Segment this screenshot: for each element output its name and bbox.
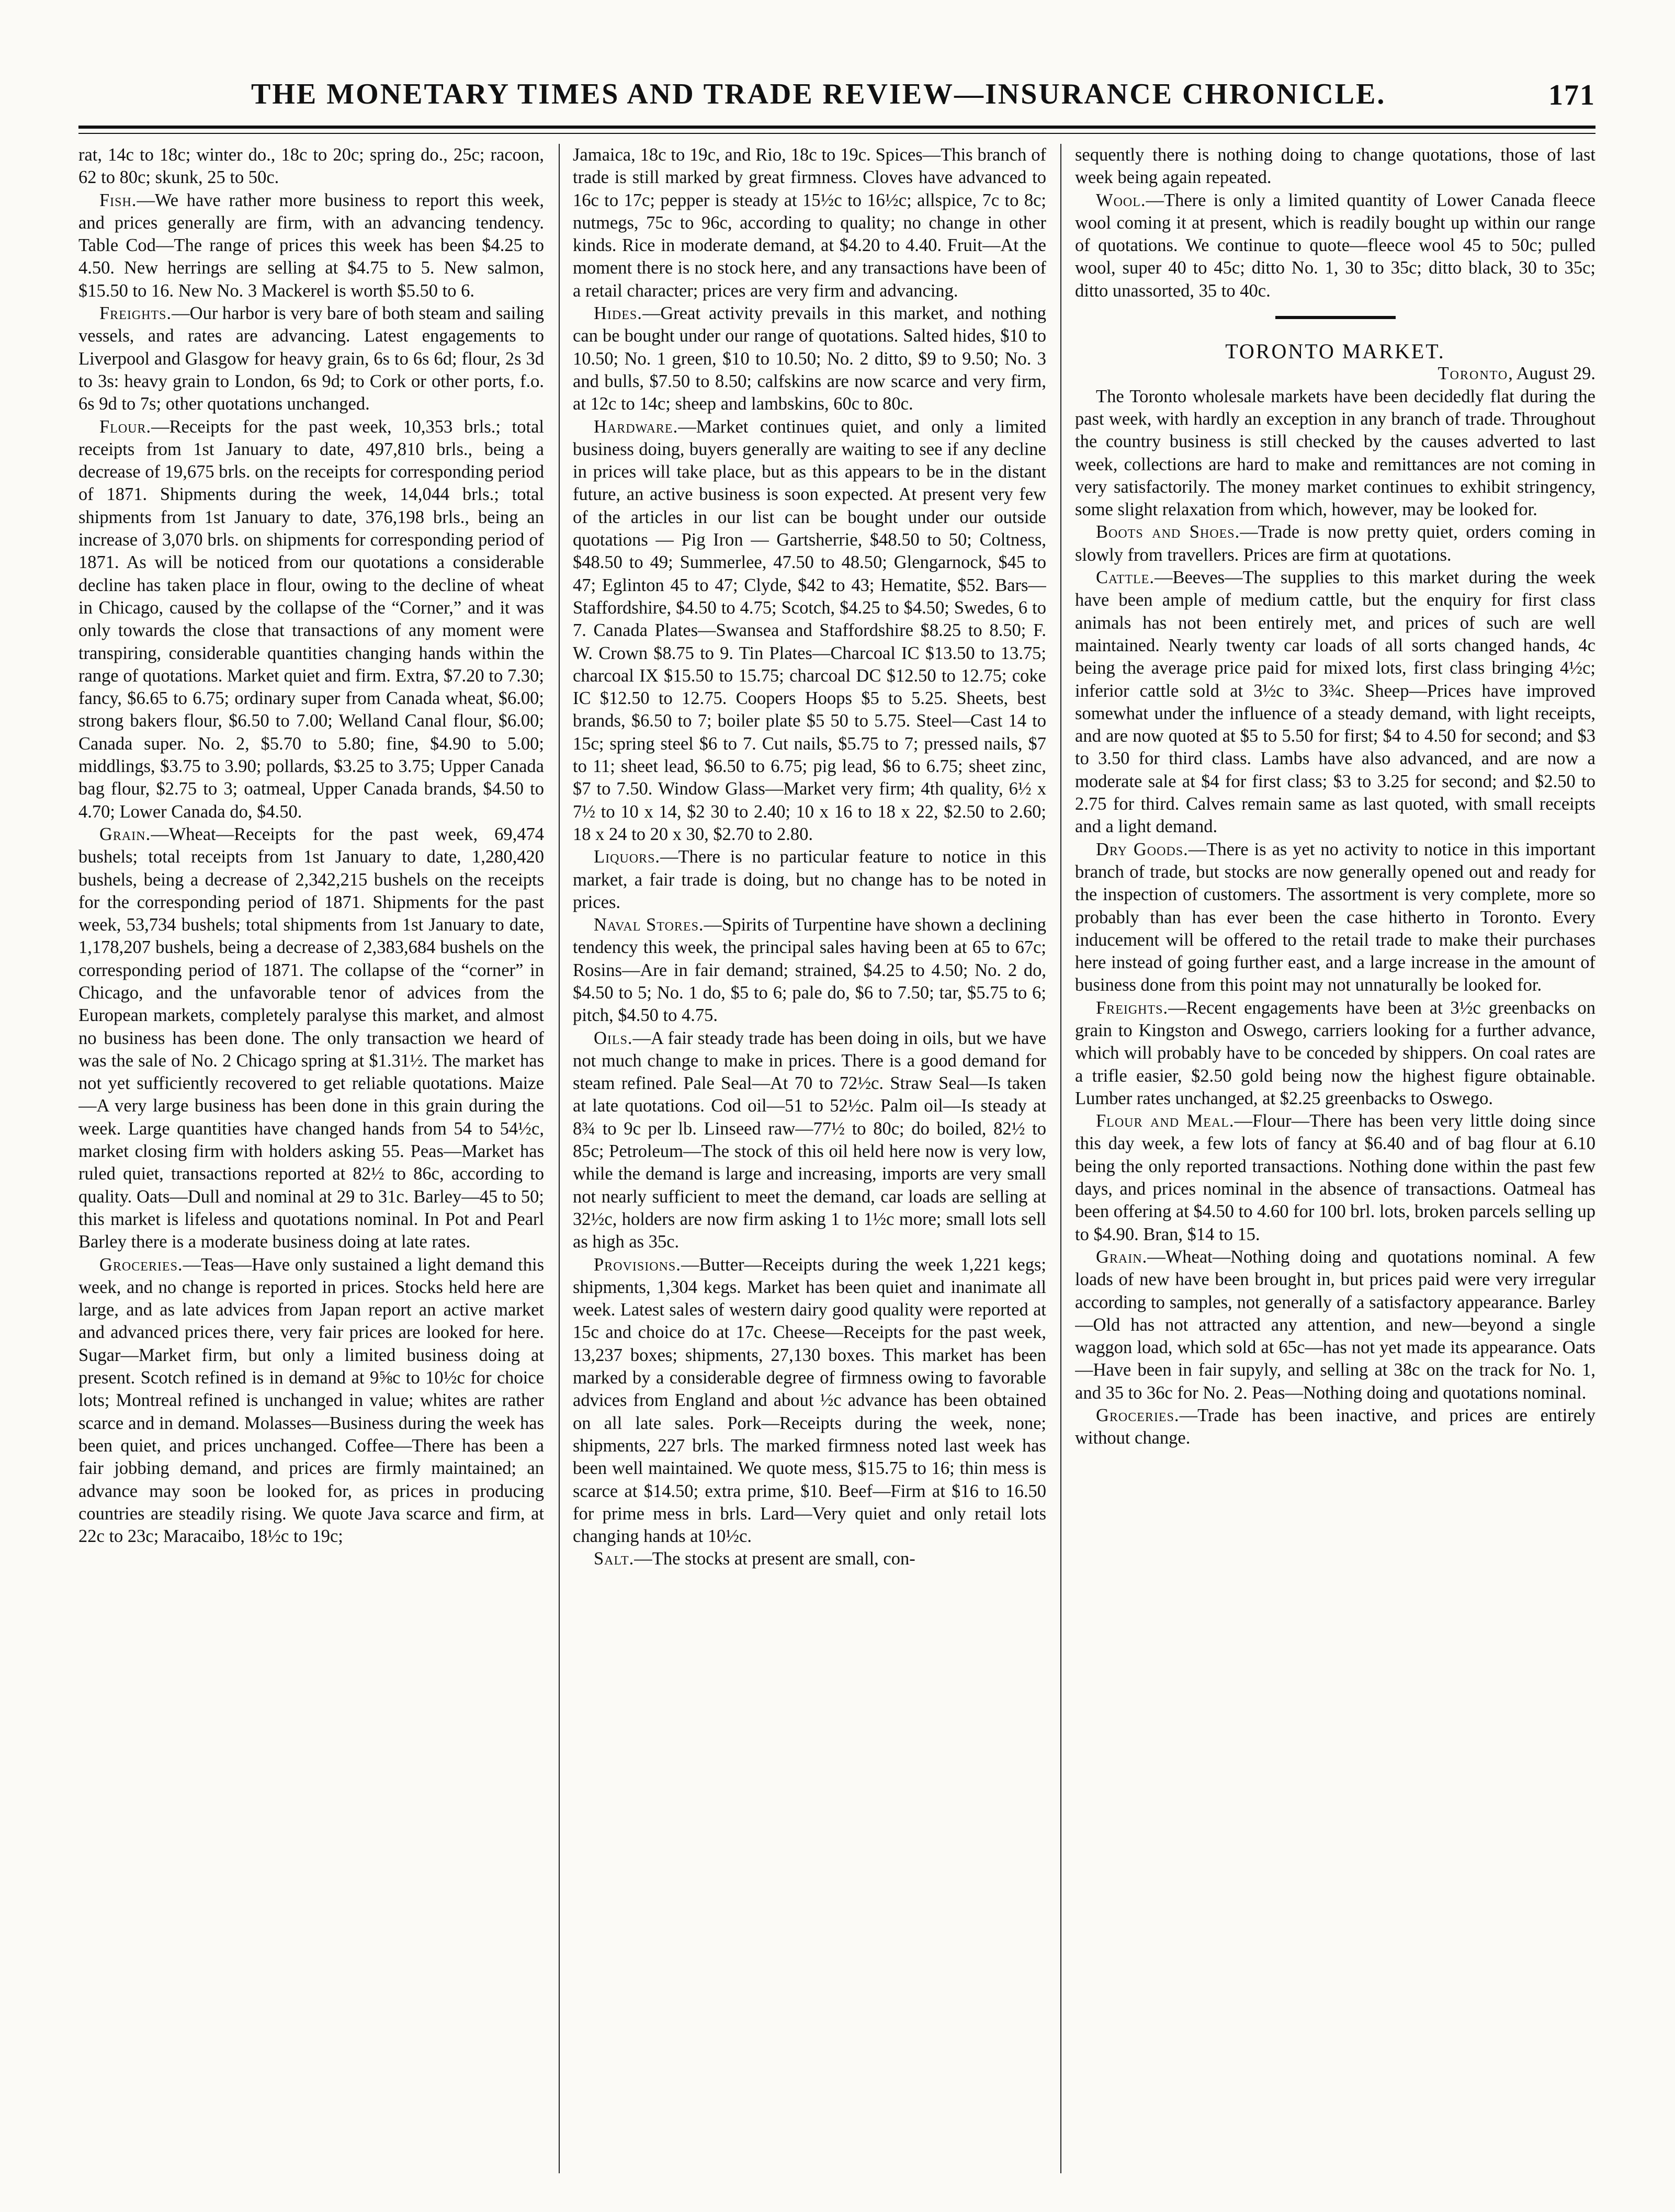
article-paragraph [573, 1027, 1046, 1254]
paragraph-lead: Groceries. [99, 1254, 183, 1275]
paragraph-text: —Beeves—The supplies to this market during the week have been ample of medium cattle, but the enquiry for first class animals has not been entirely met, and prices of such are well maintained. Nearly twenty car loads of all sorts changed hands, 4c being the average price paid for mixed lots, first class bringing 4½c; inferior cattle sold at 3½c to 3¾c. Sheep—Prices have improved somewhat under the influence of a steady demand, with light receipts, and are now quoted at $5 to 5.50 for first; $4 to 4.50 for second; and $3 to 3.50 for third class. Lambs have also advanced, and are now a moderate sale at $4 for first class; $3 to 3.25 for second; and $2.50 to 2.75 for third. Calves remain same as last quoted, with small receipts and a light demand. [1075, 568, 1595, 837]
paragraph-lead: Wool. [1096, 190, 1146, 210]
paragraph-text: Jamaica, 18c to 19c, and Rio, 18c to 19c. Spices—This branch of trade is still marked by great firmness. Cloves have advanced to 16c to 17c; pepper is steady at 15½c to 16½c; allspice, 7c to 8c; nutmegs, 75c to 96c, according to quality; no change in other kinds. Rice in moderate demand, at $4.20 to 4.40. Fruit—At the moment there is no stock here, and any transactions have been of a retail character; prices are very firm and advancing. [573, 145, 1046, 301]
paragraph-text: —Wheat—Receipts for the past week, 69,474 bushels; total receipts from 1st January to date, 1,280,420 bushels, being a decrease of 2,342,215 bushels on the receipts for the corresponding period of 1871. Shipments for the past week, 53,734 bushels; total shipments from 1st January to date, 1,178,207 bushels, being a decrease of 2,383,684 bushels on the corresponding period of 1871. The collapse of the “corner” in Chicago, and the unfavorable tenor of advices from the European markets, completely paralyse this market, and almost no business has been done. The only transaction we heard of was the sale of No. 2 Chicago spring at $1.31½. The market has not yet sufficiently recovered to get reliable quotations. Maize—A very large business has been done in this grain during the week. Large quantities have changed hands from 54 to 54½c, market closing firm with holders asking 55. Peas—Market has ruled quiet, transactions reported at 82½ to 86c, according to quality. Oats—Dull and nominal at 29 to 31c. Barley—45 to 50; this market is lifeless and quotations nominal. In Pot and Pearl Barley there is a moderate business doing at late rates. [78, 824, 544, 1252]
article-paragraph [573, 1254, 1046, 1548]
section-heading: TORONTO MARKET. [1225, 339, 1445, 364]
toronto-market-report [1075, 385, 1595, 1450]
paragraph-lead: Dry Goods. [1096, 839, 1189, 859]
paragraph-lead: Liquors. [594, 847, 661, 867]
article-paragraph [1075, 521, 1595, 566]
article-paragraph [78, 302, 544, 415]
paragraph-text: —Market continues quiet, and only a limited business doing, buyers generally are waiting to see if any decline in prices will take place, but as this appears to be in the distant future, an active business is soon expected. At present very few of the articles in our list can be bought under our outside quotations — Pig Iron — Gartsherrie, $48.50 to 50; Coltness, $48.50 to 49; Summerlee, 47.50 to 48.50; Glengarnock, $45 to 47; Eglinton 45 to 47; Clyde, $42 to 43; Hematite, $52. Bars—Staffordshire, $4.50 to 4.75; Scotch, $4.25 to $4.50; Swedes, 6 to 7. Canada Plates—Swansea and Staffordshire $8.25 to 8.50; F. W. Crown $8.75 to 9. Tin Plates—Charcoal IC $13.50 to 13.75; charcoal IX $15.50 to 15.75; charcoal DC $12.50 to 12.75; coke IC $12.50 to 12.75. Coopers Hoops $5 to 5.25. Sheets, best brands, $6.50 to 7; boiler plate $5 50 to 5.75. Steel—Cast 14 to 15c; spring steel $6 to 7. Cut nails, $5.75 to 7; pressed nails, $7 to 11; sheet lead, $6.50 to 6.75; pig lead, $6 to 6.75; sheet zinc, $7 to 7.50. Window Glass—Market very firm; 4th quality, 6½ x 7½ to 10 x 14, $2 30 to 2.40; 10 x 16 to 18 x 22, $2.50 to 2.60; 18 x 24 to 20 x 30, $2.70 to 2.80. [573, 416, 1046, 844]
column-3-intro [1075, 144, 1595, 302]
paragraph-text: sequently there is nothing doing to change quotations, those of last week being again repeated. [1075, 145, 1595, 188]
article-paragraph [78, 189, 544, 302]
paragraph-lead: Salt. [594, 1549, 635, 1569]
article-paragraph [78, 1254, 544, 1548]
article-paragraph [573, 914, 1046, 1027]
dateline-date: , August 29. [1508, 364, 1595, 384]
article-paragraph [78, 823, 544, 1254]
article-paragraph [1075, 1246, 1595, 1404]
paragraph-lead: Boots and Shoes. [1096, 522, 1240, 542]
paragraph-text: —Great activity prevails in this market, and nothing can be bought under our range of quotations. Salted hides, $10 to 10.50; No. 1 green, $10 to 10.50; No. 2 ditto, $9 to 9.50; No. 3 and bulls, $7.50 to 8.50; calfskins are now scarce and very firm, at 12c to 14c; sheep and lambskins, 60c to 80c. [573, 303, 1046, 414]
paragraph-text: rat, 14c to 18c; winter do., 18c to 20c; spring do., 25c; racoon, 62 to 80c; skunk, 25 to 50c. [78, 145, 544, 188]
article-paragraph [1075, 838, 1595, 997]
article-paragraph [1075, 997, 1595, 1110]
header-rule [78, 126, 1595, 129]
text-columns [78, 144, 1595, 2173]
article-paragraph [1075, 1110, 1595, 1246]
article-paragraph [573, 846, 1046, 914]
column-2 [573, 144, 1046, 2173]
article-paragraph [1075, 144, 1595, 189]
paragraph-text: —Spirits of Turpentine have shown a declining tendency this week, the principal sales having been at 65 to 67c; Rosins—Are in fair demand; strained, $4.25 to 4.50; No. 2 do, $4.50 to 5; No. 1 do, $5 to 6; pale do, $6 to 7.50; tar, $5.75 to 6; pitch, $4.50 to 4.75. [573, 915, 1046, 1026]
paragraph-lead: Flour and Meal. [1096, 1111, 1235, 1131]
paragraph-text: —Teas—Have only sustained a light demand this week, and no change is reported in prices. Stocks held here are large, and as late advices from Japan report an active market and advanced prices there, very fair prices are looked for here. Sugar—Market firm, but only a limited business doing at present. Scotch refined is in demand at 9⅝c to 10½c for choice lots; Montreal refined is unchanged in value; whites are rather scarce and in demand. Molasses—Business during the week has been quiet, and prices unchanged. Coffee—There has been a fair jobbing demand, and prices are firmly maintained; an advance may soon be looked for, as prices in producing countries are steadily rising. We quote Java scarce and firm, at 22c to 23c; Maracaibo, 18½c to 19c; [78, 1254, 544, 1547]
article-paragraph [1075, 566, 1595, 838]
masthead-title: THE MONETARY TIMES AND TRADE REVIEW—INSURANCE CHRONICLE. [251, 78, 1386, 110]
article-paragraph [573, 144, 1046, 302]
paragraph-text: —We have rather more business to report this week, and prices generally are firm, with an advancing tendency. Table Cod—The range of prices this week has been $4.25 to 4.50. New herrings are selling at $4.75 to 5. New salmon, $15.50 to 16. New No. 3 Mackerel is worth $5.50 to 6. [78, 190, 544, 301]
paragraph-lead: Flour. [99, 416, 152, 437]
paragraph-lead: Freights. [1096, 997, 1169, 1018]
paragraph-text: —The stocks at present are small, con- [634, 1549, 915, 1569]
paragraph-lead: Provisions. [594, 1254, 681, 1275]
article-paragraph [573, 302, 1046, 415]
column-3 [1075, 144, 1595, 2173]
paragraph-lead: Hides. [594, 303, 642, 324]
dateline [1075, 362, 1595, 385]
paragraph-lead: Grain. [99, 824, 151, 844]
paragraph-text: —Wheat—Nothing doing and quotations nominal. A few loads of new have been brought in, but prices paid were very irregular according to samples, not generally of a satisfactory appearance. Barley—Old has not attracted any attention, and new—beyond a single waggon load, which sold at 65c—has not yet made its appearance. Oats—Have been in fair supyly, and selling at 38c on the track for No. 1, and 35 to 36c for No. 2. Peas—Nothing doing and quotations nominal. [1075, 1246, 1595, 1403]
paragraph-lead: Freights. [99, 303, 172, 324]
article-paragraph [1075, 385, 1595, 521]
paragraph-lead: Grain. [1096, 1246, 1148, 1267]
paragraph-lead: Cattle. [1096, 568, 1155, 588]
dateline-place: Toronto [1438, 364, 1509, 384]
article-paragraph [573, 416, 1046, 846]
paragraph-text: —A fair steady trade has been doing in oils, but we have not much change to make in prices. There is a good demand for steam refined. Pale Seal—At 70 to 72½c. Straw Seal—Is taken at late quotations. Cod oil—51 to 52½c. Palm oil—Is steady at 8¾ to 9c per lb. Linseed raw—77½ to 80c; do boiled, 82½ to 85c; Petroleum—The stock of this oil held here now is very low, while the demand is large and increasing, imports are very small not nearly sufficient to meet the demand, car loads are selling at 32½c, holders are now firm asking 1 to 1½c more; small lots sell as high as 35c. [573, 1028, 1046, 1252]
paragraph-text: —There is only a limited quantity of Lower Canada fleece wool coming it at present, which is readily bought up within our range of quotations. We continue to quote—fleece wool 45 to 50c; pulled wool, super 40 to 45c; ditto No. 1, 30 to 35c; ditto black, 30 to 35c; ditto unassorted, 35 to 40c. [1075, 190, 1595, 301]
section-divider [1275, 316, 1396, 319]
paragraph-text: —There is as yet no activity to notice in this important branch of trade, but stocks are now generally opened out and ready for the inspection of customers. The assortment is very complete, more so probably than has ever been the case hitherto in Toronto. Every inducement will be offered to the retail trade to make their purchases here instead of going further east, and a large increase in the amount of business done from this point may not unnaturally be looked for. [1075, 839, 1595, 995]
paragraph-lead: Oils. [594, 1028, 633, 1048]
paragraph-text: —Recent engagements have been at 3½c greenbacks on grain to Kingston and Oswego, carriers looking for a further advance, which will probably have to be conceded by shippers. On coal rates are a trifle easier, $2.50 gold being now the highest figure obtainable. Lumber rates unchanged, at $2.25 greenbacks to Oswego. [1075, 997, 1595, 1108]
paragraph-lead: Hardware. [594, 416, 678, 437]
paragraph-lead: Naval Stores. [594, 915, 704, 935]
article-paragraph [1075, 189, 1595, 302]
paragraph-text: —Butter—Receipts during the week 1,221 kegs; shipments, 1,304 kegs. Market has been quiet and inanimate all week. Latest sales of western dairy good quality were reported at 15c and choice do at 17c. Cheese—Receipts for the past week, 13,237 boxes; shipments, 27,130 boxes. This market has been marked by a considerable degree of firmness owing to favorable advices from England and about ½c advance has been obtained on all late sales. Pork—Receipts during the week, none; shipments, 227 brls. The marked firmness noted last week has been well maintained. We quote mess, $15.75 to 16; thin mess is scarce at $14.50; extra prime, $10. Beef—Firm at $16 to 16.50 for prime mess in brls. Lard—Very quiet and only retail lots changing hands at 10½c. [573, 1254, 1046, 1547]
paragraph-text: —Receipts for the past week, 10,353 brls.; total receipts from 1st January to date, 497,810 brls., being a decrease of 19,675 brls. on the receipts for corresponding period of 1871. Shipments during the week, 14,044 brls.; total shipments from 1st January to date, 376,198 brls., being an increase of 3,070 brls. on shipments for corresponding period of 1871. As will be noticed from our quotations a considerable decline has taken place in flour, owing to the decline of wheat in Chicago, caused by the collapse of the “Corner,” and it was only towards the close that transactions of any moment were transpiring, considerable quantities changing hands within the range of quotations. Market quiet and firm. Extra, $7.20 to 7.30; fancy, $6.65 to 6.75; ordinary super from Canada wheat, $6.00; strong bakers flour, $6.50 to 7.00; Welland Canal flour, $6.00; Canada super. No. 2, $5.70 to 5.80; fine, $4.90 to 5.00; middlings, $3.75 to 3.90; pollards, $3.25 to 3.75; Upper Canada bag flour, $2.75 to 3; oatmeal, Upper Canada brands, $4.50 to 4.70; Lower Canada do, $4.50. [78, 416, 544, 822]
page-number: 171 [1548, 79, 1595, 111]
header-rule-thin [78, 133, 1595, 134]
paragraph-text: The Toronto wholesale markets have been decidedly flat during the past week, with hardly an exception in any branch of trade. Throughout the country business is still checked by the causes adverted to last week, collections are hard to make and remittances are not coming in very satisfactorily. The money market continues to exhibit stringency, some slight relaxation from which, however, may be looked for. [1075, 386, 1595, 520]
paragraph-text: —Our harbor is very bare of both steam and sailing vessels, and rates are advancing. Latest engagements to Liverpool and Glasgow for heavy grain, 6s to 6s 6d; flour, 2s 3d to 3s: heavy grain to London, 6s 9d; to Cork or other ports, f.o. 6s 9d to 7s; other quotations unchanged. [78, 303, 544, 414]
paragraph-text: —Trade has been inactive, and prices are entirely without change. [1075, 1405, 1595, 1448]
article-paragraph [78, 416, 544, 823]
paragraph-text: —There is no particular feature to notice in this market, a fair trade is doing, but no change has to be noted in prices. [573, 847, 1046, 912]
column-1 [78, 144, 544, 2173]
article-paragraph [78, 144, 544, 189]
article-paragraph [1075, 1404, 1595, 1450]
column-rule [559, 144, 560, 2173]
paragraph-lead: Groceries. [1096, 1405, 1180, 1426]
paragraph-text: —Flour—There has been very little doing since this day week, a few lots of fancy at $6.40 and of bag flour at 6.10 being the only reported transactions. Nothing done within the past few days, and prices nominal in the absence of transactions. Oatmeal has been offering at $4.50 to 4.60 for 100 brl. lots, broken parcels selling up to $4.90. Bran, $14 to 15. [1075, 1111, 1595, 1244]
paragraph-text: —Trade is now pretty quiet, orders coming in slowly from travellers. Prices are firm at quotations. [1075, 522, 1595, 565]
column-rule [1060, 144, 1061, 2173]
running-head [78, 77, 1595, 119]
paragraph-lead: Fish. [99, 190, 137, 210]
article-paragraph [573, 1548, 1046, 1570]
